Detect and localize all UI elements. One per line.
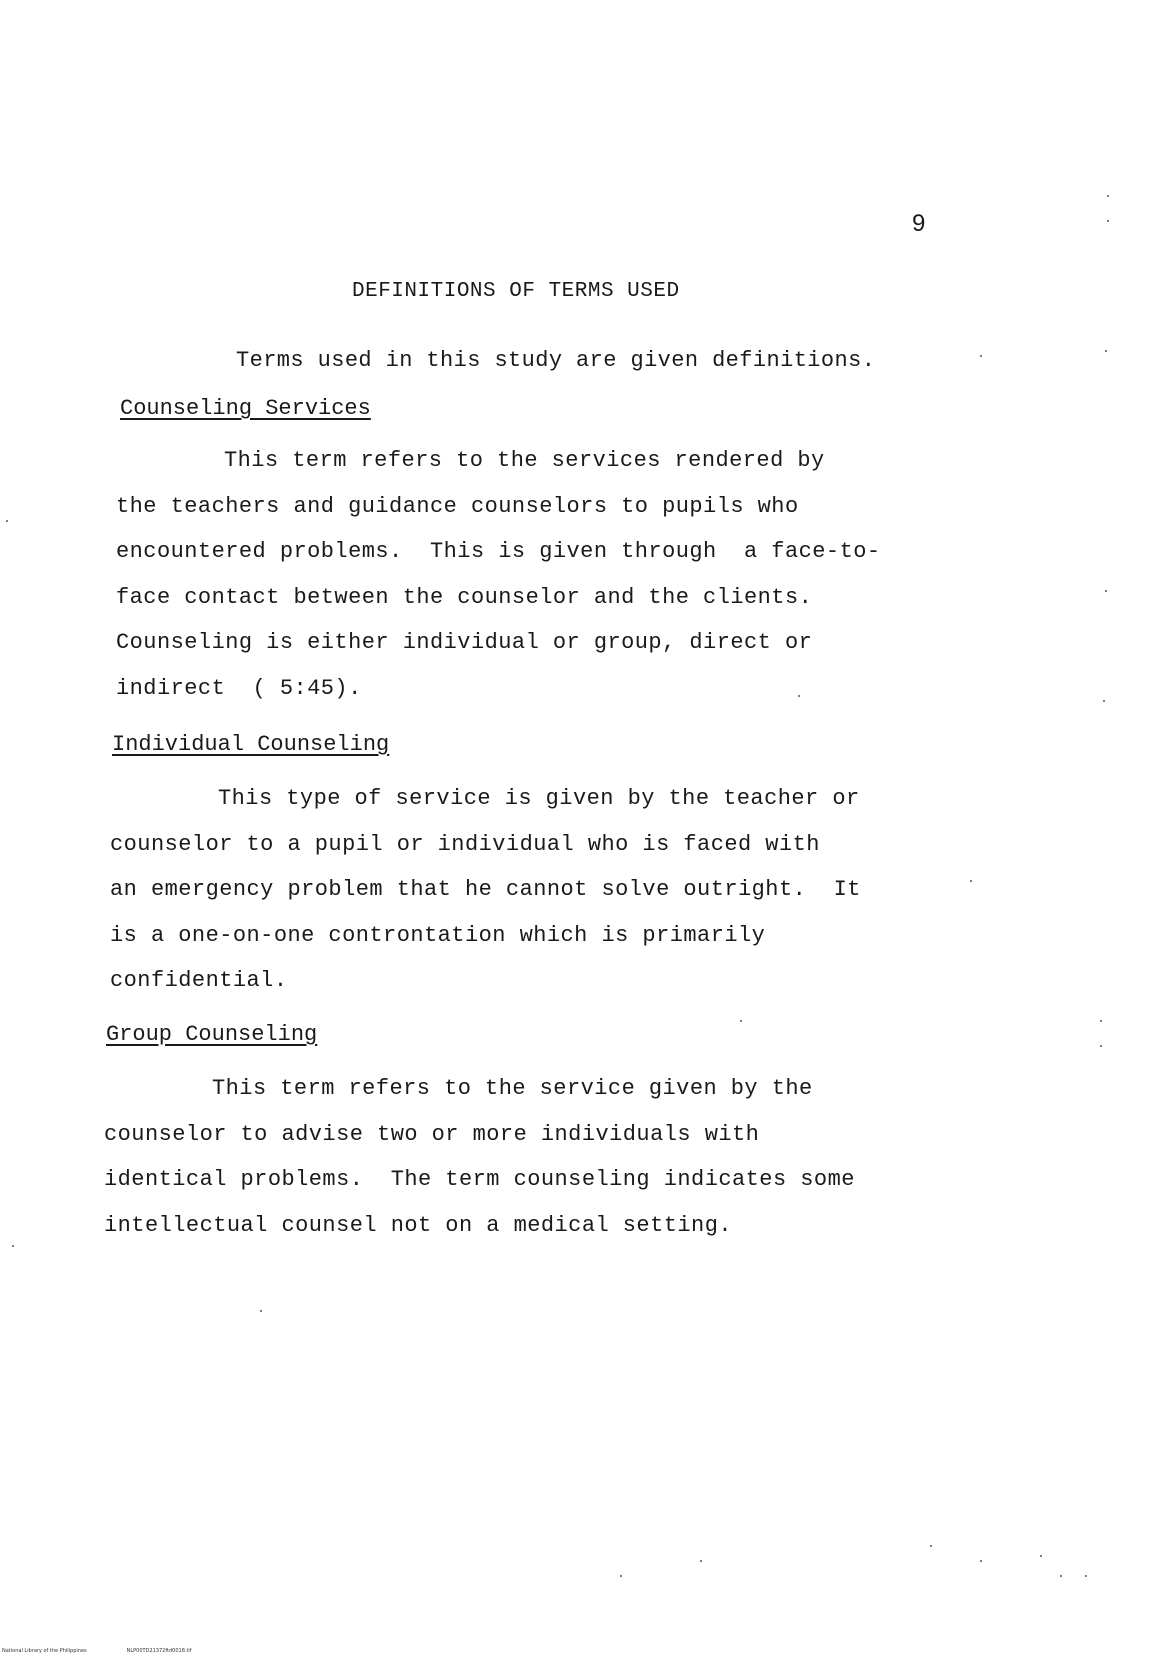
body-line: identical problems. The term counseling indicates some (104, 1167, 855, 1192)
section-body-counseling-services (116, 438, 936, 711)
section-body-individual-counseling (110, 776, 930, 1004)
body-line: an emergency problem that he cannot solve outright. It (110, 877, 861, 902)
body-line: This term refers to the service given by the (212, 1076, 813, 1101)
body-line: confidential. (110, 968, 288, 993)
section-heading-group-counseling: Group Counseling (106, 1022, 318, 1047)
body-line: This type of service is given by the teacher or (218, 786, 860, 811)
page-number: 9 (912, 210, 926, 237)
body-line: face contact between the counselor and the clients. (116, 584, 813, 610)
body-line: Counseling is either individual or group, direct or (116, 630, 813, 655)
section-heading-counseling-services: Counseling Services (120, 396, 371, 421)
section-body-group-counseling (104, 1066, 924, 1248)
section-heading-individual-counseling: Individual Counseling (112, 732, 390, 757)
page-title: DEFINITIONS OF TERMS USED (352, 280, 680, 303)
body-line: encountered problems. This is given through a face-to- (116, 539, 881, 564)
body-line: indirect ( 5:45). (116, 675, 362, 701)
body-line: intellectual counsel not on a medical setting. (104, 1212, 732, 1238)
body-line: This term refers to the services rendered by (224, 448, 825, 473)
body-line: counselor to advise two or more individuals with (104, 1121, 760, 1147)
scan-footer (2, 1648, 232, 1654)
footer-library: National Library of the Philippines (2, 1648, 87, 1654)
intro-sentence: Terms used in this study are given definitions. (236, 348, 876, 373)
body-line: counselor to a pupil or individual who is faced with (110, 831, 820, 857)
footer-file: NLP00TD21372ftd0018.tif (126, 1648, 192, 1654)
body-line: the teachers and guidance counselors to pupils who (116, 493, 799, 519)
body-line: is a one-on-one controntation which is primarily (110, 922, 766, 948)
